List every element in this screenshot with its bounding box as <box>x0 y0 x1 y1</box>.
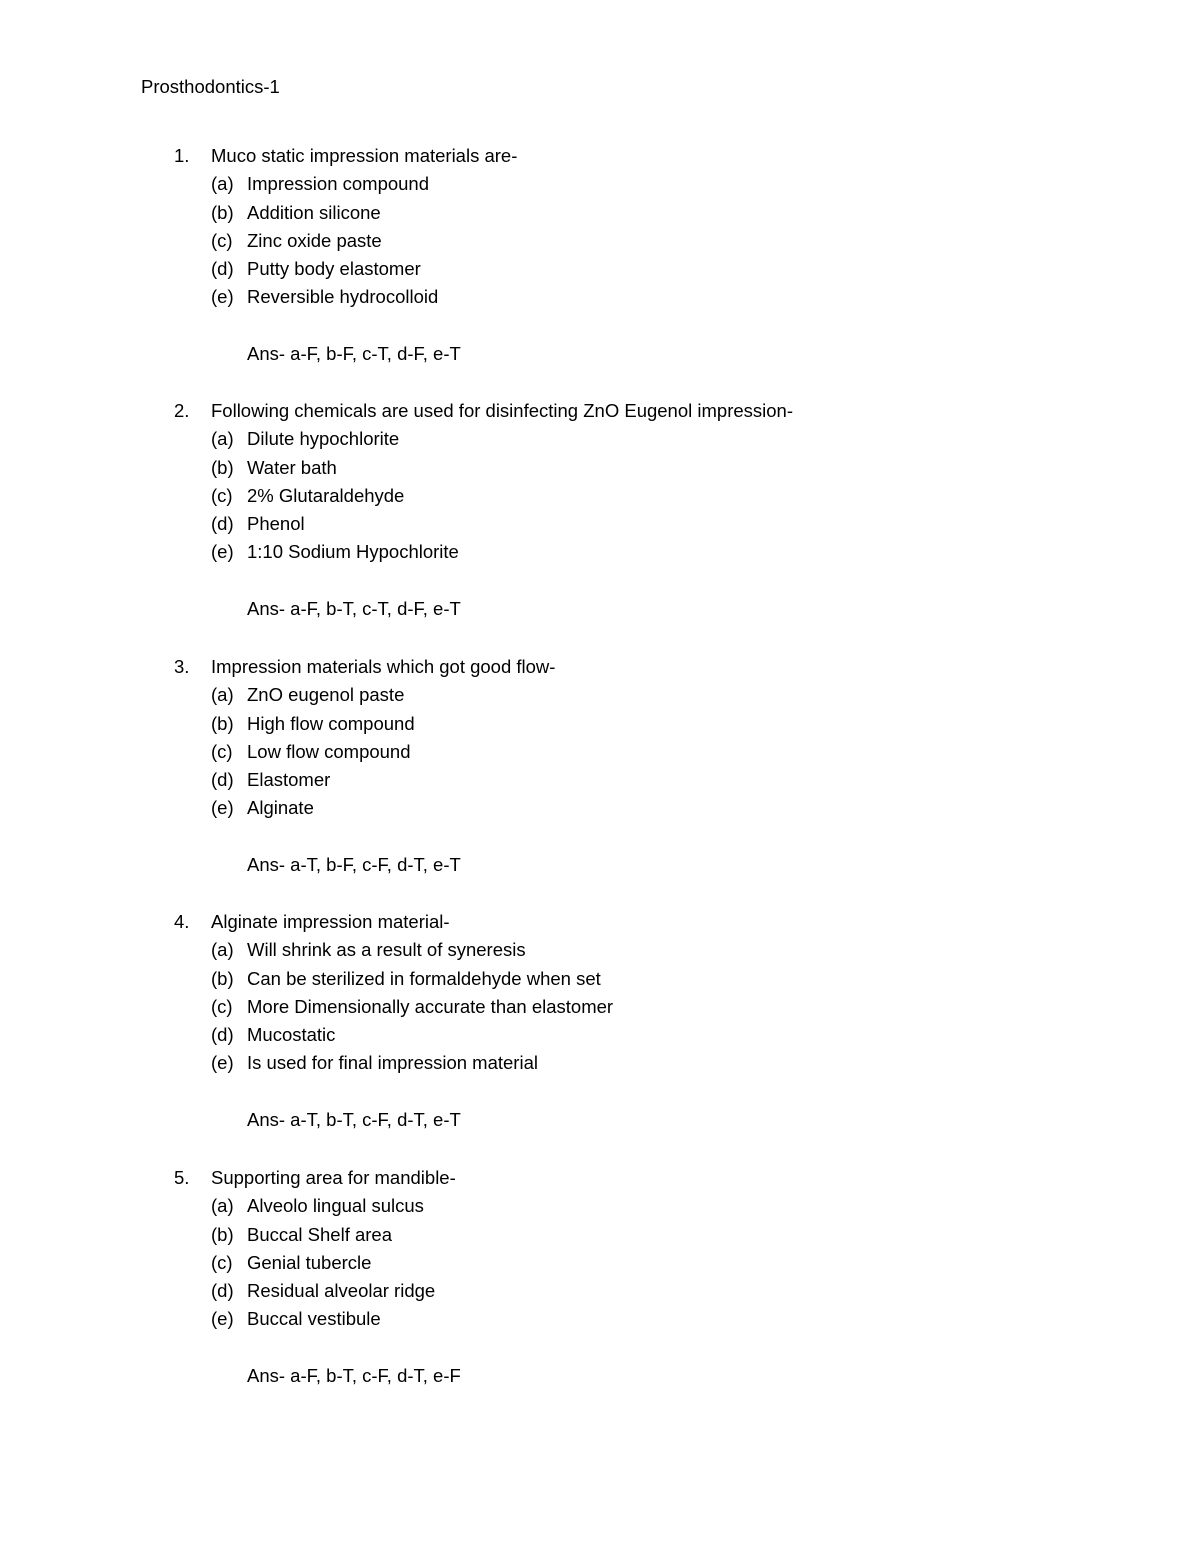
question-stem <box>0 1164 1200 1192</box>
option-letter: (c) <box>211 1251 233 1273</box>
question-number: 1. <box>174 145 190 166</box>
option-letter: (d) <box>211 513 234 535</box>
option-text: More Dimensionally accurate than elastomer <box>247 995 614 1017</box>
option-e <box>0 538 1200 566</box>
answer-key: Ans- a-F, b-F, c-T, d-F, e-T <box>247 343 461 364</box>
option-e <box>0 794 1200 822</box>
option-a <box>0 936 1200 964</box>
option-letter: (c) <box>211 484 233 506</box>
option-text: Mucostatic <box>247 1024 336 1046</box>
option-letter: (c) <box>211 995 233 1017</box>
document-title: Prosthodontics-1 <box>141 76 280 97</box>
option-text: Zinc oxide paste <box>247 229 382 251</box>
option-b <box>0 1221 1200 1249</box>
option-e <box>0 283 1200 311</box>
question-number: 5. <box>174 1167 190 1188</box>
option-letter: (a) <box>211 1195 234 1217</box>
option-c <box>0 482 1200 510</box>
option-d <box>0 255 1200 283</box>
question-stem <box>0 908 1200 936</box>
option-b <box>0 710 1200 738</box>
question-number: 2. <box>174 400 190 421</box>
option-letter: (d) <box>211 1024 234 1046</box>
option-letter: (e) <box>211 286 234 308</box>
option-e <box>0 1305 1200 1333</box>
option-d <box>0 766 1200 794</box>
option-a <box>0 1192 1200 1220</box>
option-letter: (b) <box>211 201 234 223</box>
answer-key: Ans- a-F, b-T, c-F, d-T, e-F <box>247 1365 461 1386</box>
option-text: Is used for final impression material <box>247 1052 538 1074</box>
option-c <box>0 227 1200 255</box>
question-stem <box>0 653 1200 681</box>
option-a <box>0 681 1200 709</box>
option-text: 2% Glutaraldehyde <box>247 484 405 506</box>
question-4 <box>0 908 1200 1130</box>
option-letter: (c) <box>211 229 233 251</box>
option-text: Dilute hypochlorite <box>247 428 400 450</box>
option-letter: (a) <box>211 939 234 961</box>
option-text: 1:10 Sodium Hypochlorite <box>247 541 459 563</box>
option-letter: (d) <box>211 769 234 791</box>
option-letter: (d) <box>211 258 234 280</box>
option-b <box>0 199 1200 227</box>
question-number: 4. <box>174 911 190 932</box>
option-a <box>0 425 1200 453</box>
option-letter: (a) <box>211 684 234 706</box>
option-text: High flow compound <box>247 712 415 734</box>
option-d <box>0 1021 1200 1049</box>
option-text: Residual alveolar ridge <box>247 1280 436 1302</box>
option-c <box>0 738 1200 766</box>
option-text: Can be sterilized in formaldehyde when set <box>247 967 601 989</box>
question-text: Muco static impression materials are- <box>211 145 518 166</box>
option-text: Impression compound <box>247 173 430 195</box>
option-c <box>0 993 1200 1021</box>
option-c <box>0 1249 1200 1277</box>
option-text: Putty body elastomer <box>247 258 421 280</box>
option-letter: (e) <box>211 1308 234 1330</box>
option-letter: (b) <box>211 1223 234 1245</box>
question-3 <box>0 653 1200 875</box>
option-letter: (e) <box>211 541 234 563</box>
question-text: Impression materials which got good flow- <box>211 656 556 677</box>
option-letter: (b) <box>211 456 234 478</box>
option-text: Low flow compound <box>247 740 411 762</box>
option-d <box>0 1277 1200 1305</box>
option-text: Genial tubercle <box>247 1251 372 1273</box>
option-text: Phenol <box>247 513 305 535</box>
option-letter: (a) <box>211 428 234 450</box>
option-text: Alginate <box>247 797 314 819</box>
option-b <box>0 454 1200 482</box>
option-text: Buccal Shelf area <box>247 1223 393 1245</box>
option-letter: (a) <box>211 173 234 195</box>
question-stem <box>0 397 1200 425</box>
option-a <box>0 170 1200 198</box>
option-letter: (e) <box>211 797 234 819</box>
option-text: ZnO eugenol paste <box>247 684 405 706</box>
option-text: Buccal vestibule <box>247 1308 381 1330</box>
option-text: Will shrink as a result of syneresis <box>247 939 526 961</box>
question-5 <box>0 1164 1200 1386</box>
option-letter: (e) <box>211 1052 234 1074</box>
answer-key: Ans- a-F, b-T, c-T, d-F, e-T <box>247 598 461 619</box>
option-letter: (b) <box>211 967 234 989</box>
option-b <box>0 965 1200 993</box>
question-text: Alginate impression material- <box>211 911 450 932</box>
answer-key: Ans- a-T, b-T, c-F, d-T, e-T <box>247 1109 461 1130</box>
option-e <box>0 1049 1200 1077</box>
question-text: Supporting area for mandible- <box>211 1167 456 1188</box>
option-letter: (b) <box>211 712 234 734</box>
option-text: Addition silicone <box>247 201 381 223</box>
option-text: Water bath <box>247 456 337 478</box>
question-stem <box>0 142 1200 170</box>
answer-key: Ans- a-T, b-F, c-F, d-T, e-T <box>247 854 461 875</box>
option-letter: (d) <box>211 1280 234 1302</box>
option-letter: (c) <box>211 740 233 762</box>
option-text: Elastomer <box>247 769 331 791</box>
question-1 <box>0 142 1200 364</box>
question-number: 3. <box>174 656 190 677</box>
option-text: Alveolo lingual sulcus <box>247 1195 424 1217</box>
question-2 <box>0 397 1200 619</box>
question-text: Following chemicals are used for disinfecting ZnO Eugenol impression- <box>211 400 793 421</box>
option-text: Reversible hydrocolloid <box>247 286 439 308</box>
option-d <box>0 510 1200 538</box>
